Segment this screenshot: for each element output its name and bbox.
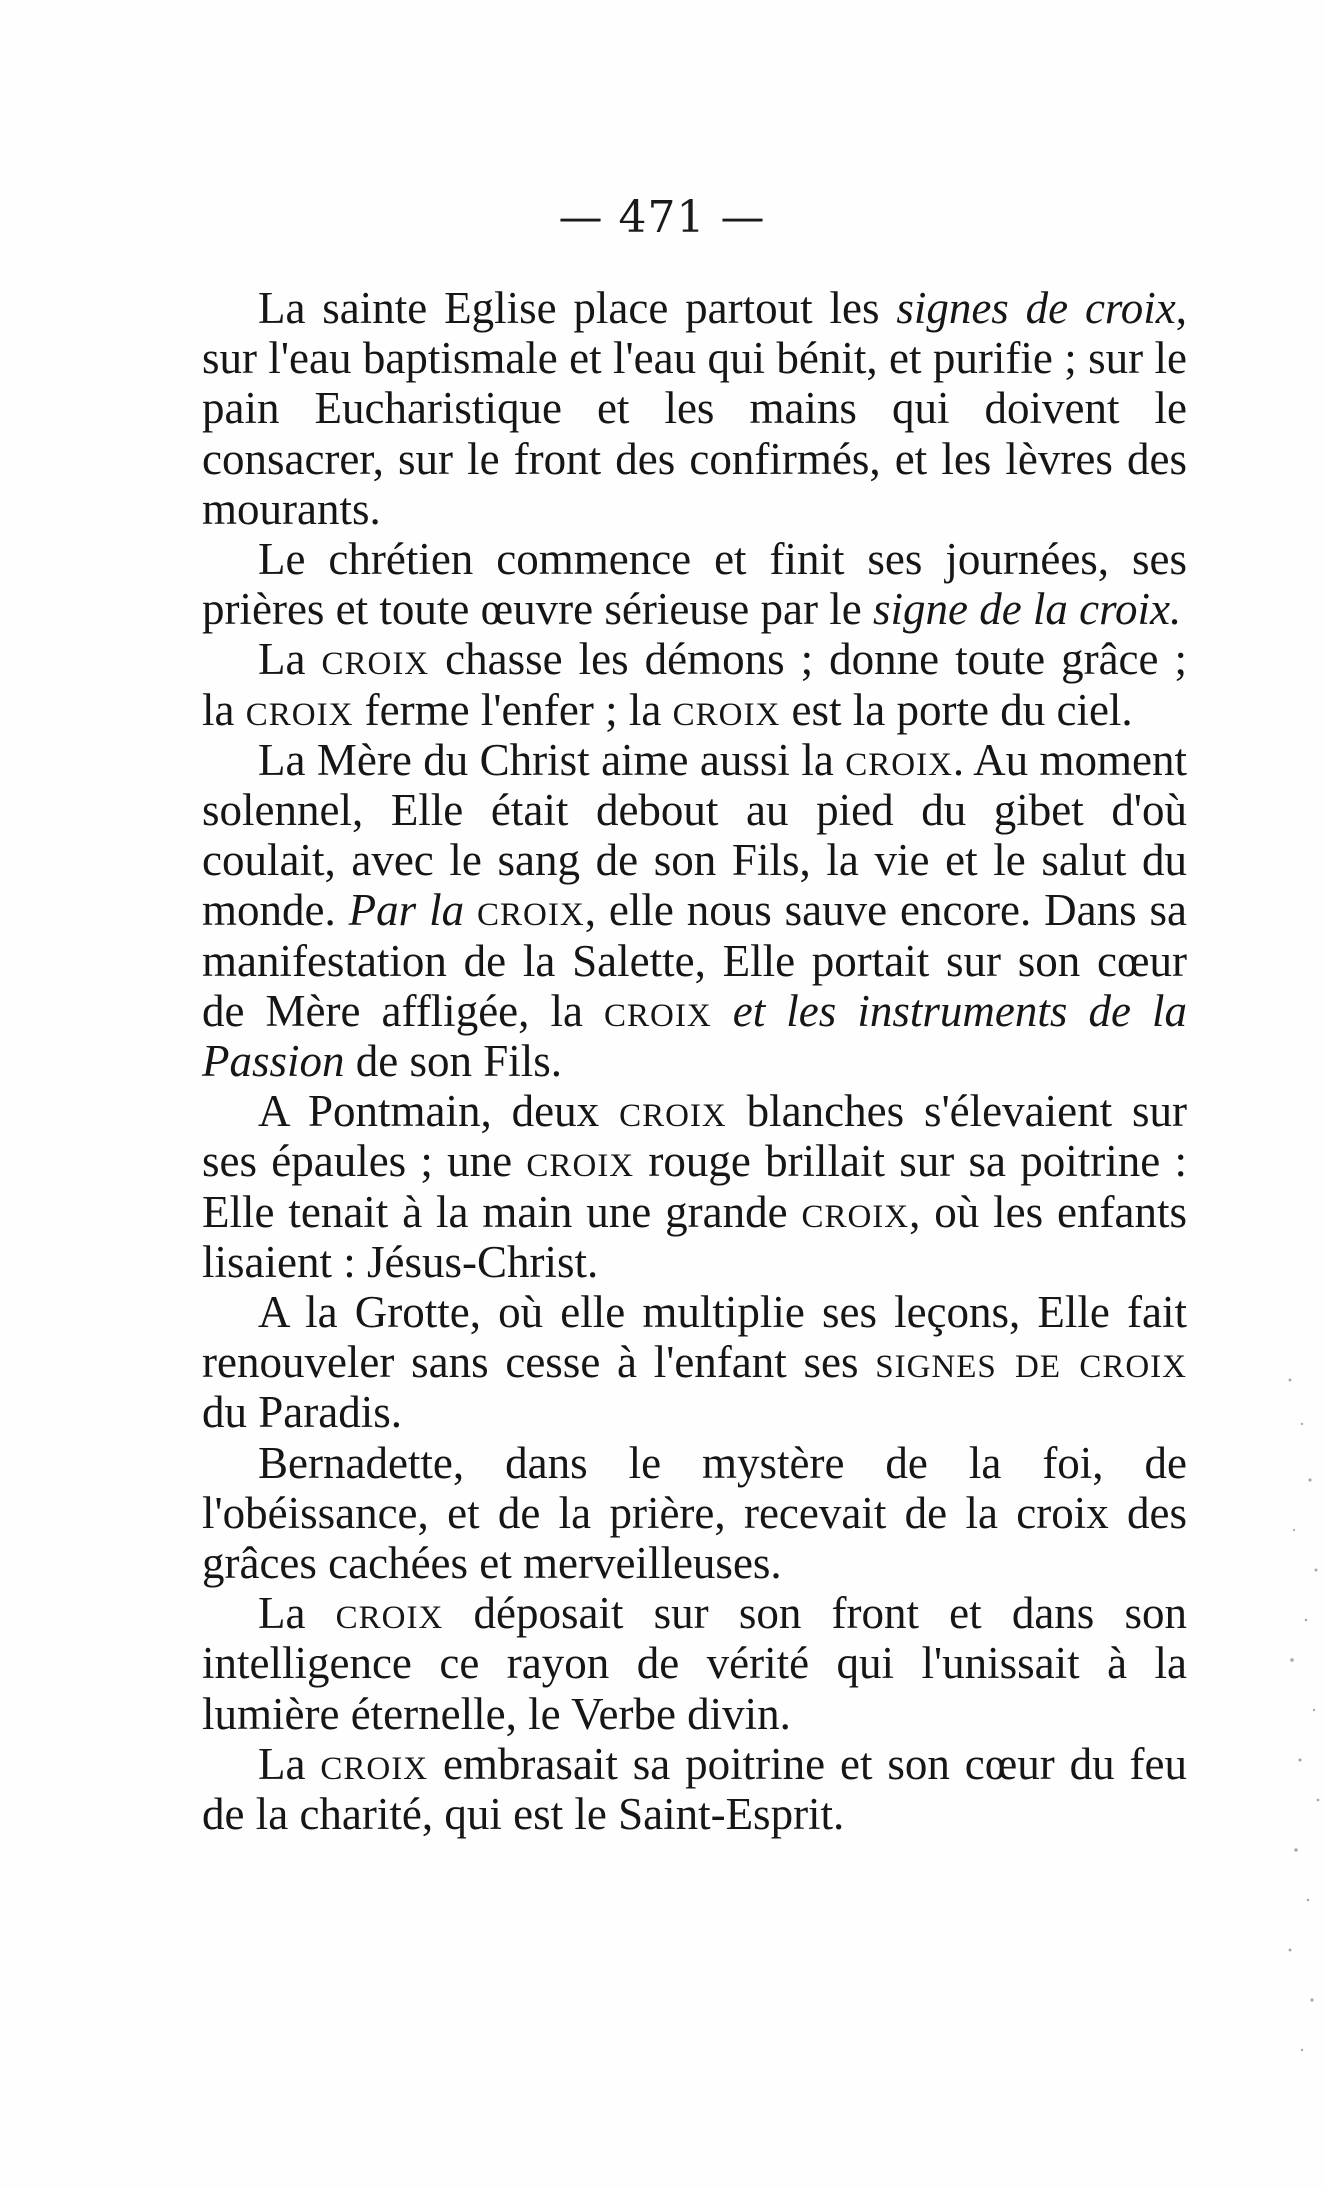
text-segment: La (258, 634, 322, 685)
text-segment: déposait sur son front et dans son intelligence ce rayon de vérité qui l'unissait à la lumière éternelle, le Verbe divin. (202, 1588, 1187, 1739)
text-segment: ferme l'enfer ; la (353, 684, 673, 735)
text-segment: La (258, 1738, 321, 1789)
text-segment: blanches s'élevaient sur ses épaules ; une (202, 1086, 1188, 1187)
text-segment: Le chrétien commence et finit ses journées, ses prières et toute œuvre sérieuse par le (202, 534, 1187, 635)
small-caps-text: croix (845, 733, 953, 786)
paragraph (202, 283, 1187, 534)
italic-text: Par la (348, 885, 465, 936)
small-caps-text: croix (604, 984, 712, 1037)
small-caps-text: croix (801, 1185, 910, 1238)
text-segment: , elle nous sauve encore. Dans sa manifestation de la Salette, Elle portait sur son cœur de Mère affligée, la (202, 885, 1187, 1036)
small-caps-text: croix (245, 683, 354, 736)
small-caps-text: croix (320, 1737, 429, 1790)
italic-text: et les instruments de la Passion (202, 985, 1187, 1087)
paragraph (202, 1086, 1187, 1287)
paragraph (202, 634, 1187, 734)
text-segment: embrasait sa poitrine et son cœur du feu de la charité, qui est le Saint-Esprit. (202, 1738, 1187, 1840)
paragraph (202, 1287, 1187, 1438)
text-segment (712, 986, 733, 1036)
text-segment: est la porte du ciel. (780, 684, 1133, 735)
small-caps-text: croix (672, 683, 781, 736)
page-number: — 471 — (558, 192, 766, 243)
text-segment: , sur l'eau baptismale et l'eau qui bénit, et purifie ; sur le pain Eucharistique et les mains qui doivent le consacrer, sur le front des confirmés, et les lèvres des mourants. (202, 283, 1188, 534)
small-caps-text: croix (321, 633, 430, 686)
text-segment: chasse les démons ; donne toute grâce ; la (202, 634, 1187, 735)
body-text (202, 283, 1187, 1839)
paragraph (202, 735, 1187, 1086)
small-caps-text: croix (619, 1085, 727, 1138)
paragraph (202, 1588, 1187, 1739)
scan-noise (1280, 1360, 1324, 2100)
small-caps-text: croix (335, 1587, 444, 1640)
text-segment: de son Fils. (344, 1036, 563, 1087)
italic-text: signe de la croix. (872, 584, 1182, 635)
text-segment: . Au moment solennel, Elle était debout au pied du gibet d'où coulait, avec le sang de son Fils, la vie et le salut du monde. (202, 734, 1187, 936)
text-segment: , où les enfants lisaient : Jésus-Christ. (202, 1186, 1187, 1287)
small-caps-text: croix (477, 884, 585, 937)
italic-text: signes de croix (896, 283, 1176, 333)
text-segment: La (258, 1588, 336, 1639)
paragraph (202, 1739, 1187, 1839)
text-segment: La Mère du Christ aime aussi la (258, 734, 846, 785)
text-segment: A la Grotte, où elle multiplie ses leçons, Elle fait renouveler sans cesse à l'enfant ses (202, 1287, 1187, 1388)
paragraph (202, 1438, 1187, 1589)
small-caps-text: signes de croix (875, 1336, 1187, 1389)
text-segment: Bernadette, dans le mystère de la foi, de l'obéissance, et de la prière, recevait de la croix des grâces cachées et merveilleuses. (202, 1437, 1187, 1589)
paragraph (202, 534, 1187, 634)
small-caps-text: croix (526, 1135, 635, 1188)
text-segment: La sainte Eglise place partout les (258, 283, 897, 333)
text-segment: A Pontmain, deux (258, 1086, 620, 1137)
text-segment: du Paradis. (202, 1387, 402, 1438)
text-segment: rouge brillait sur sa poitrine : Elle tenait à la main une grande (202, 1136, 1187, 1237)
text-segment (464, 885, 477, 935)
